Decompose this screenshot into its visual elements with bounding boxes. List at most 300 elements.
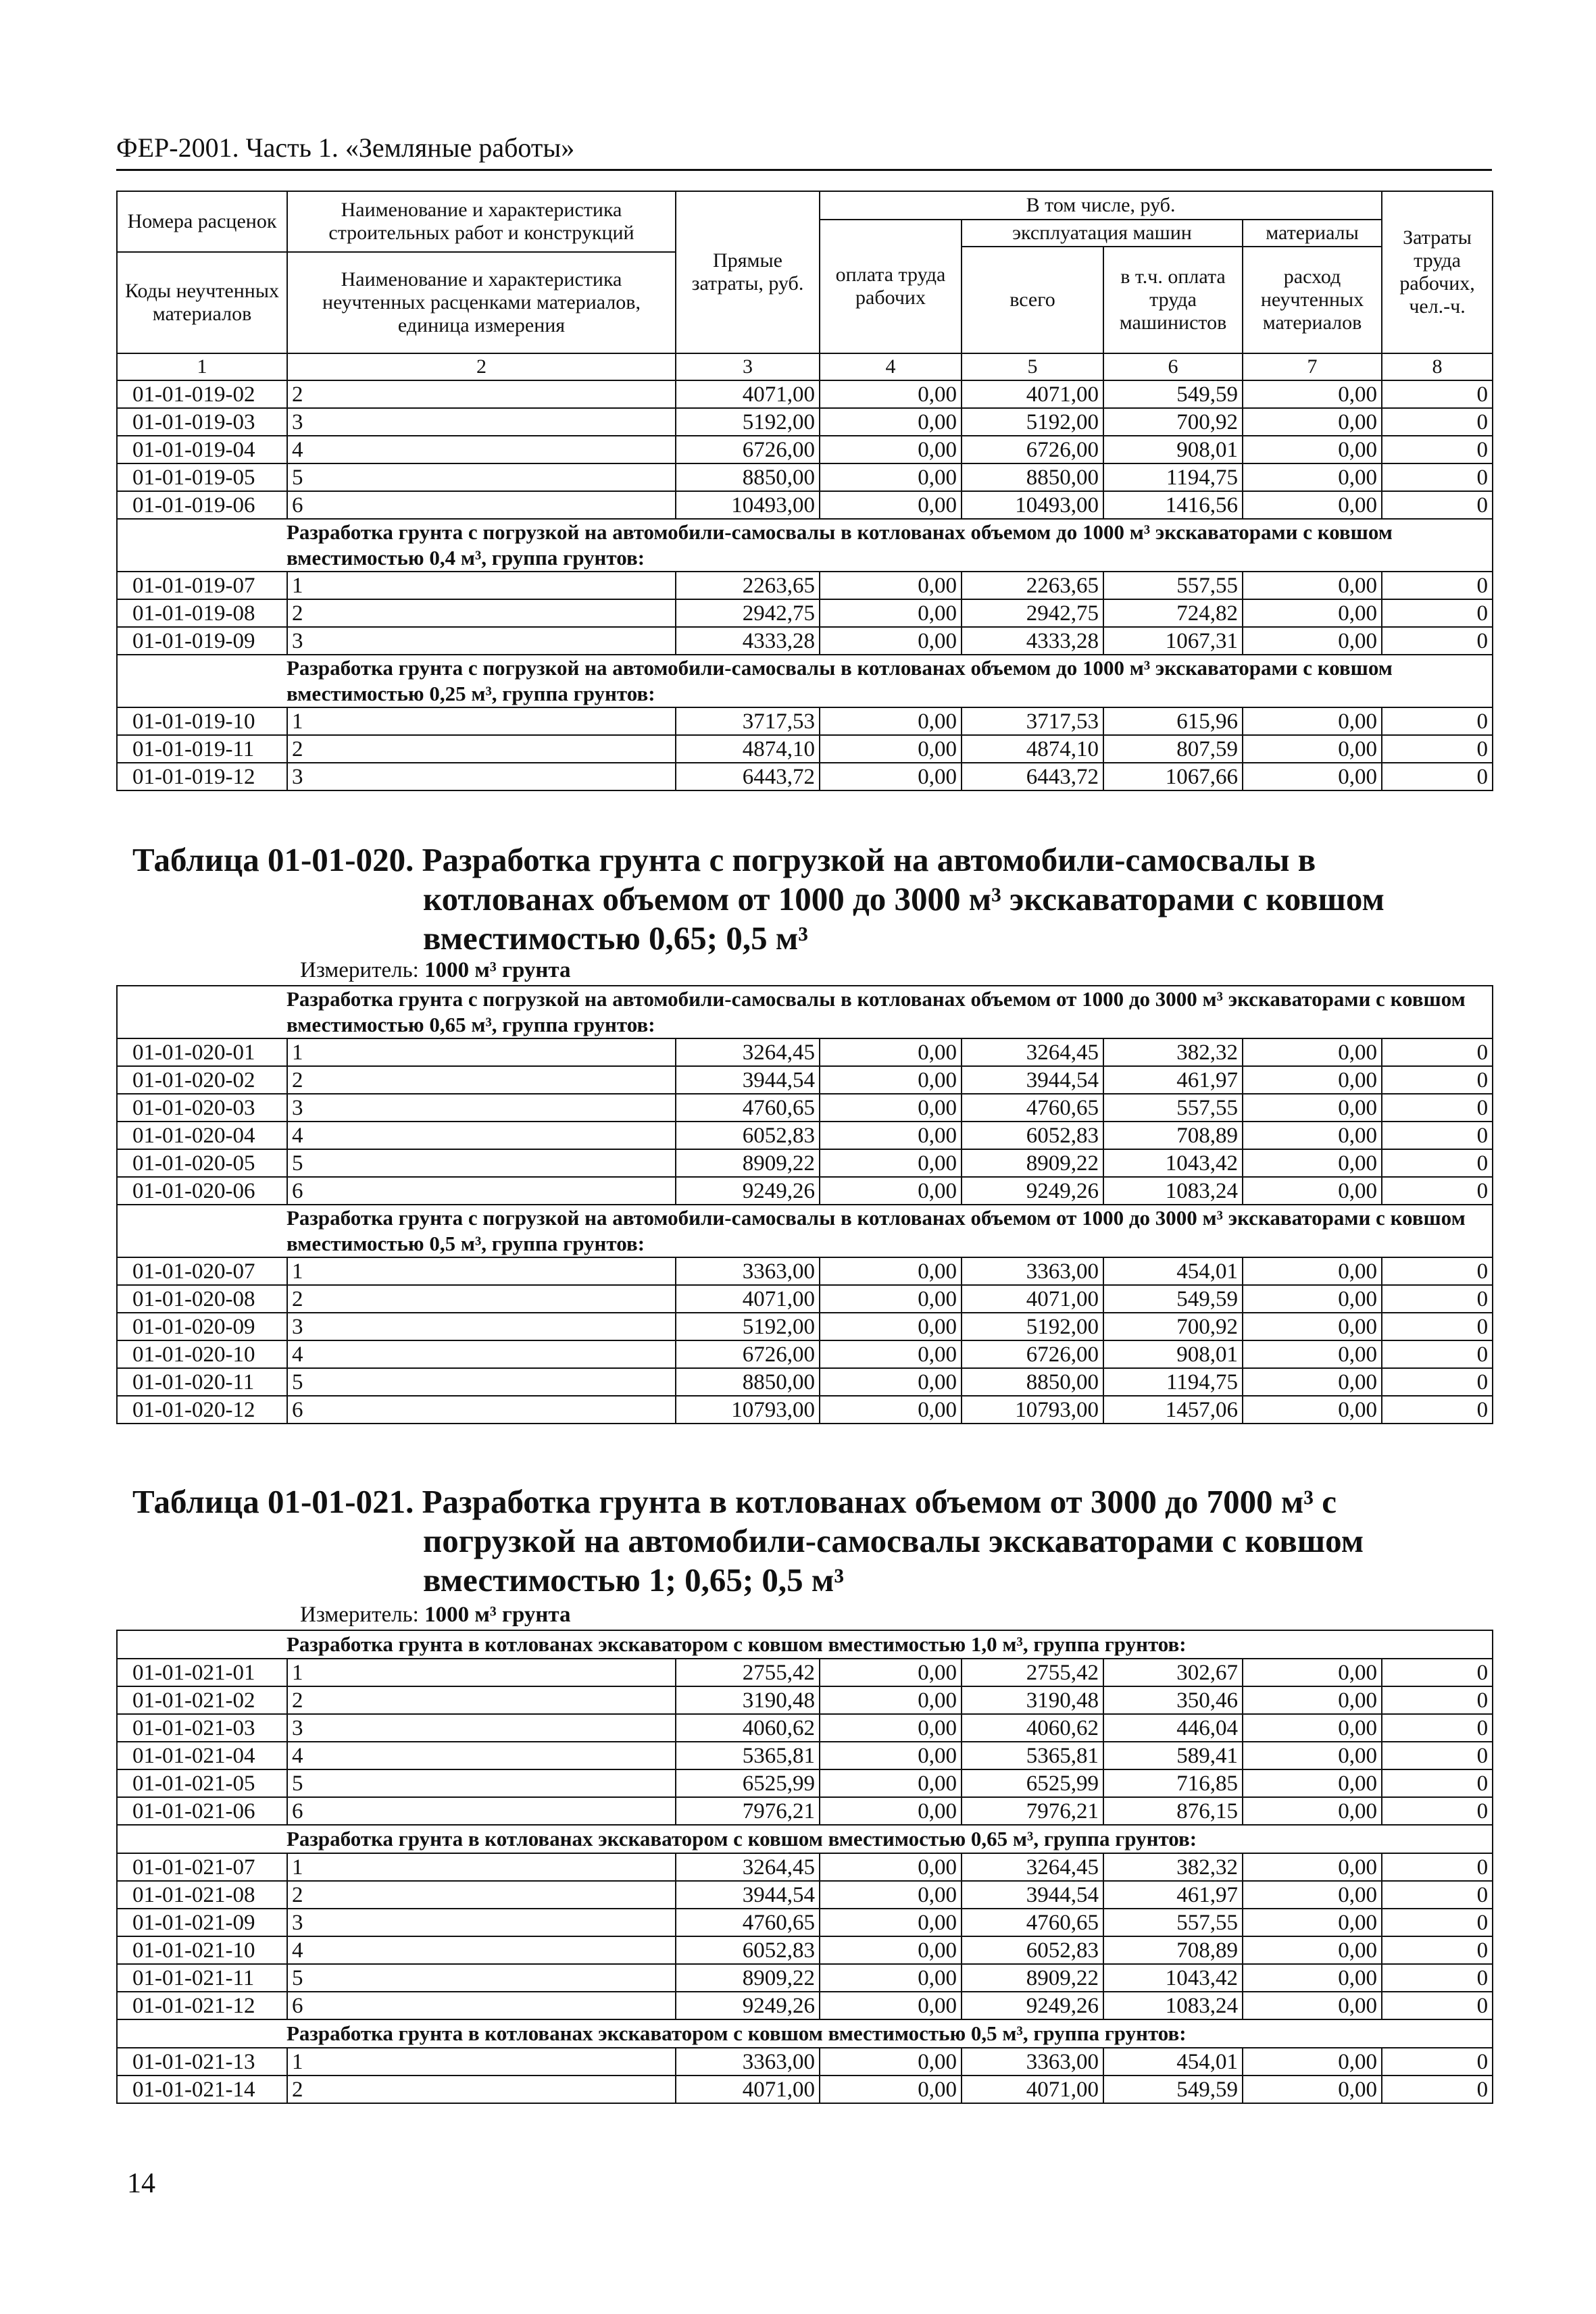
- worker-pay: 0,00: [820, 1396, 962, 1424]
- column-number: 6: [1103, 353, 1243, 380]
- worker-pay: 0,00: [820, 1742, 962, 1769]
- worker-pay: 0,00: [820, 436, 962, 463]
- column-number: 2: [287, 353, 676, 380]
- labor-costs: 0: [1382, 763, 1493, 790]
- material-usage: 0,00: [1243, 1797, 1382, 1825]
- page-number: 14: [127, 2168, 155, 2199]
- direct-costs: 9249,26: [676, 1992, 820, 2019]
- operator-pay: 461,97: [1103, 1881, 1243, 1909]
- column-number: 7: [1243, 353, 1382, 380]
- worker-pay: 0,00: [820, 1992, 962, 2019]
- table-row: [117, 763, 1493, 790]
- machines-total: 7976,21: [962, 1797, 1103, 1825]
- labor-costs: 0: [1382, 380, 1493, 408]
- column-number: 3: [676, 353, 820, 380]
- worker-pay: 0,00: [820, 408, 962, 436]
- labor-costs: 0: [1382, 1881, 1493, 1909]
- machines-total: 3717,53: [962, 707, 1103, 735]
- variant-index: 6: [287, 1396, 676, 1424]
- machines-total: 2263,65: [962, 572, 1103, 599]
- direct-costs: 6052,83: [676, 1936, 820, 1964]
- direct-costs: 7976,21: [676, 1797, 820, 1825]
- table-row: [117, 436, 1493, 463]
- worker-pay: 0,00: [820, 491, 962, 519]
- worker-pay: 0,00: [820, 1936, 962, 1964]
- direct-costs: 8850,00: [676, 463, 820, 491]
- table-021-measure: [300, 1603, 571, 1627]
- rate-code: 01-01-021-01: [117, 1659, 287, 1686]
- operator-pay: 1067,66: [1103, 763, 1243, 790]
- column-number: 1: [117, 353, 287, 380]
- machines-total: 3264,45: [962, 1853, 1103, 1881]
- rate-code: 01-01-020-08: [117, 1285, 287, 1313]
- direct-costs: 6726,00: [676, 436, 820, 463]
- material-usage: 0,00: [1243, 1122, 1382, 1149]
- material-usage: 0,00: [1243, 1038, 1382, 1066]
- section-heading: Разработка грунта в котлованах экскаватором с ковшом вместимостью 0,65 м³, группа грунтов:: [117, 1825, 1493, 1853]
- table-row: [117, 1177, 1493, 1205]
- material-usage: 0,00: [1243, 1769, 1382, 1797]
- operator-pay: 708,89: [1103, 1122, 1243, 1149]
- table-row: [117, 1368, 1493, 1396]
- variant-index: 6: [287, 1177, 676, 1205]
- material-usage: 0,00: [1243, 1881, 1382, 1909]
- material-usage: 0,00: [1243, 380, 1382, 408]
- operator-pay: 908,01: [1103, 1340, 1243, 1368]
- header-including: В том числе, руб.: [820, 191, 1382, 220]
- worker-pay: 0,00: [820, 1797, 962, 1825]
- operator-pay: 1067,31: [1103, 627, 1243, 655]
- header-labor-costs: Затраты труда рабочих, чел.-ч.: [1382, 191, 1493, 353]
- direct-costs: 3717,53: [676, 707, 820, 735]
- labor-costs: 0: [1382, 599, 1493, 627]
- table-020-measure: [300, 958, 571, 982]
- variant-index: 5: [287, 463, 676, 491]
- labor-costs: 0: [1382, 627, 1493, 655]
- header-operator-pay: в т.ч. оплата труда машинистов: [1103, 247, 1243, 353]
- operator-pay: 700,92: [1103, 1313, 1243, 1340]
- machines-total: 6726,00: [962, 436, 1103, 463]
- table-row: [117, 1257, 1493, 1285]
- machines-total: 4071,00: [962, 380, 1103, 408]
- labor-costs: 0: [1382, 1368, 1493, 1396]
- table-row: [117, 1066, 1493, 1094]
- labor-costs: 0: [1382, 1964, 1493, 1992]
- machines-total: 3264,45: [962, 1038, 1103, 1066]
- table-row: [117, 572, 1493, 599]
- labor-costs: 0: [1382, 1038, 1493, 1066]
- column-number: 5: [962, 353, 1103, 380]
- labor-costs: 0: [1382, 1313, 1493, 1340]
- rates-table-019: [116, 191, 1493, 791]
- operator-pay: 549,59: [1103, 380, 1243, 408]
- worker-pay: 0,00: [820, 627, 962, 655]
- table-row: [117, 1964, 1493, 1992]
- table-row: [117, 1686, 1493, 1714]
- operator-pay: 807,59: [1103, 735, 1243, 763]
- table-row: [117, 707, 1493, 735]
- labor-costs: 0: [1382, 1177, 1493, 1205]
- labor-costs: 0: [1382, 1066, 1493, 1094]
- labor-costs: 0: [1382, 735, 1493, 763]
- machines-total: 3363,00: [962, 1257, 1103, 1285]
- worker-pay: 0,00: [820, 1340, 962, 1368]
- variant-index: 5: [287, 1149, 676, 1177]
- material-usage: 0,00: [1243, 408, 1382, 436]
- section-heading: Разработка грунта в котлованах экскаватором с ковшом вместимостью 0,5 м³, группа грунтов:: [117, 2019, 1493, 2048]
- table-body: [117, 2048, 1493, 2103]
- worker-pay: 0,00: [820, 599, 962, 627]
- rate-code: 01-01-021-08: [117, 1881, 287, 1909]
- worker-pay: 0,00: [820, 763, 962, 790]
- rate-code: 01-01-021-05: [117, 1769, 287, 1797]
- machines-total: 4071,00: [962, 1285, 1103, 1313]
- labor-costs: 0: [1382, 572, 1493, 599]
- labor-costs: 0: [1382, 1909, 1493, 1936]
- section-heading: Разработка грунта с погрузкой на автомобили-самосвалы в котлованах объемом от 1000 до 3000 м³ экскаваторами с ковшом вместимостью 0,5 м³, группа грунтов:: [117, 1205, 1493, 1257]
- rate-code: 01-01-020-01: [117, 1038, 287, 1066]
- machines-total: 3944,54: [962, 1881, 1103, 1909]
- direct-costs: 9249,26: [676, 1177, 820, 1205]
- labor-costs: 0: [1382, 463, 1493, 491]
- machines-total: 4760,65: [962, 1094, 1103, 1122]
- worker-pay: 0,00: [820, 463, 962, 491]
- table-body: [117, 572, 1493, 655]
- variant-index: 4: [287, 1742, 676, 1769]
- operator-pay: 549,59: [1103, 1285, 1243, 1313]
- operator-pay: 557,55: [1103, 1094, 1243, 1122]
- machines-total: 6052,83: [962, 1122, 1103, 1149]
- rate-code: 01-01-020-12: [117, 1396, 287, 1424]
- material-usage: 0,00: [1243, 1257, 1382, 1285]
- variant-index: 1: [287, 572, 676, 599]
- direct-costs: 4333,28: [676, 627, 820, 655]
- worker-pay: 0,00: [820, 572, 962, 599]
- header-work-name: Наименование и характеристика строительных работ и конструкций: [287, 191, 676, 252]
- variant-index: 4: [287, 1340, 676, 1368]
- table-section: [117, 1825, 1493, 1853]
- operator-pay: 557,55: [1103, 572, 1243, 599]
- table-body: [117, 1257, 1493, 1424]
- variant-index: 5: [287, 1769, 676, 1797]
- table-section: [117, 1205, 1493, 1257]
- section-heading: Разработка грунта в котлованах экскаватором с ковшом вместимостью 1,0 м³, группа грунтов:: [117, 1630, 1493, 1659]
- labor-costs: 0: [1382, 1396, 1493, 1424]
- direct-costs: 5192,00: [676, 408, 820, 436]
- table-row: [117, 1313, 1493, 1340]
- section-heading-row: [117, 655, 1493, 707]
- labor-costs: 0: [1382, 1853, 1493, 1881]
- operator-pay: 700,92: [1103, 408, 1243, 436]
- variant-index: 1: [287, 2048, 676, 2076]
- worker-pay: 0,00: [820, 1285, 962, 1313]
- material-usage: 0,00: [1243, 1340, 1382, 1368]
- header-rate-number: Номера расценок: [117, 191, 287, 252]
- operator-pay: 1194,75: [1103, 1368, 1243, 1396]
- variant-index: 6: [287, 1992, 676, 2019]
- labor-costs: 0: [1382, 1285, 1493, 1313]
- direct-costs: 2755,42: [676, 1659, 820, 1686]
- header-material-name: Наименование и характеристика неучтенных расценками материалов, единица измерения: [287, 252, 676, 353]
- table-row: [117, 1909, 1493, 1936]
- table-body: [117, 707, 1493, 790]
- worker-pay: 0,00: [820, 1659, 962, 1686]
- rate-code: 01-01-019-05: [117, 463, 287, 491]
- rate-code: 01-01-021-12: [117, 1992, 287, 2019]
- table-row: [117, 491, 1493, 519]
- direct-costs: 3944,54: [676, 1066, 820, 1094]
- variant-index: 2: [287, 1285, 676, 1313]
- table-021-title: [132, 1482, 1491, 1600]
- variant-index: 1: [287, 1038, 676, 1066]
- column-number: 8: [1382, 353, 1493, 380]
- table-row: [117, 408, 1493, 436]
- direct-costs: 2263,65: [676, 572, 820, 599]
- material-usage: 0,00: [1243, 1066, 1382, 1094]
- machines-total: 8850,00: [962, 1368, 1103, 1396]
- variant-index: 3: [287, 763, 676, 790]
- machines-total: 9249,26: [962, 1992, 1103, 2019]
- table-row: [117, 380, 1493, 408]
- variant-index: 6: [287, 1797, 676, 1825]
- direct-costs: 5192,00: [676, 1313, 820, 1340]
- operator-pay: 382,32: [1103, 1853, 1243, 1881]
- operator-pay: 461,97: [1103, 1066, 1243, 1094]
- rate-code: 01-01-020-11: [117, 1368, 287, 1396]
- operator-pay: 1043,42: [1103, 1964, 1243, 1992]
- rate-code: 01-01-021-02: [117, 1686, 287, 1714]
- material-usage: 0,00: [1243, 1285, 1382, 1313]
- variant-index: 3: [287, 408, 676, 436]
- labor-costs: 0: [1382, 707, 1493, 735]
- worker-pay: 0,00: [820, 1881, 962, 1909]
- worker-pay: 0,00: [820, 1313, 962, 1340]
- worker-pay: 0,00: [820, 1909, 962, 1936]
- document-title: ФЕР-2001. Часть 1. «Земляные работы»: [116, 132, 575, 163]
- section-heading-row: [117, 1205, 1493, 1257]
- labor-costs: 0: [1382, 1686, 1493, 1714]
- table-section: [117, 986, 1493, 1038]
- labor-costs: 0: [1382, 1122, 1493, 1149]
- machines-total: 10793,00: [962, 1396, 1103, 1424]
- operator-pay: 615,96: [1103, 707, 1243, 735]
- material-usage: 0,00: [1243, 599, 1382, 627]
- machines-total: 4760,65: [962, 1909, 1103, 1936]
- material-usage: 0,00: [1243, 1964, 1382, 1992]
- rate-code: 01-01-020-07: [117, 1257, 287, 1285]
- direct-costs: 6726,00: [676, 1340, 820, 1368]
- rate-code: 01-01-019-06: [117, 491, 287, 519]
- variant-index: 5: [287, 1368, 676, 1396]
- section-heading: Разработка грунта с погрузкой на автомобили-самосвалы в котлованах объемом от 1000 до 3000 м³ экскаваторами с ковшом вместимостью 0,65 м³, группа грунтов:: [117, 986, 1493, 1038]
- header-worker-pay: оплата труда рабочих: [820, 220, 962, 353]
- variant-index: 4: [287, 1122, 676, 1149]
- table-row: [117, 1396, 1493, 1424]
- header-machine-operation: эксплуатация машин: [962, 220, 1243, 247]
- variant-index: 2: [287, 2076, 676, 2103]
- worker-pay: 0,00: [820, 2076, 962, 2103]
- table-row: [117, 1797, 1493, 1825]
- variant-index: 1: [287, 707, 676, 735]
- rate-code: 01-01-021-07: [117, 1853, 287, 1881]
- operator-pay: 557,55: [1103, 1909, 1243, 1936]
- rate-code: 01-01-019-08: [117, 599, 287, 627]
- table-row: [117, 599, 1493, 627]
- labor-costs: 0: [1382, 1936, 1493, 1964]
- material-usage: 0,00: [1243, 707, 1382, 735]
- operator-pay: 454,01: [1103, 2048, 1243, 2076]
- table-row: [117, 1769, 1493, 1797]
- worker-pay: 0,00: [820, 2048, 962, 2076]
- machines-total: 6052,83: [962, 1936, 1103, 1964]
- material-usage: 0,00: [1243, 763, 1382, 790]
- section-heading: Разработка грунта с погрузкой на автомобили-самосвалы в котлованах объемом до 1000 м³ экскаваторами с ковшом вместимостью 0,25 м³, группа грунтов:: [117, 655, 1493, 707]
- machines-total: 8909,22: [962, 1964, 1103, 1992]
- table-row: [117, 1149, 1493, 1177]
- material-usage: 0,00: [1243, 1149, 1382, 1177]
- rate-code: 01-01-019-12: [117, 763, 287, 790]
- material-usage: 0,00: [1243, 735, 1382, 763]
- direct-costs: 8909,22: [676, 1964, 820, 1992]
- rate-code: 01-01-020-05: [117, 1149, 287, 1177]
- labor-costs: 0: [1382, 1257, 1493, 1285]
- header-materials: материалы: [1243, 220, 1382, 247]
- rate-code: 01-01-019-02: [117, 380, 287, 408]
- section-heading-row: [117, 1630, 1493, 1659]
- rate-code: 01-01-021-11: [117, 1964, 287, 1992]
- machines-total: 8909,22: [962, 1149, 1103, 1177]
- header-material-codes: Коды неучтенных материалов: [117, 252, 287, 353]
- table-row: [117, 1285, 1493, 1313]
- direct-costs: 3264,45: [676, 1038, 820, 1066]
- machines-total: 4060,62: [962, 1714, 1103, 1742]
- table-020-title-lead: Таблица 01-01-020. Разработка грунта с погрузкой на автомобили-самосвалы в: [132, 841, 1316, 878]
- table-row: [117, 1038, 1493, 1066]
- material-usage: 0,00: [1243, 1368, 1382, 1396]
- direct-costs: 3264,45: [676, 1853, 820, 1881]
- table-021-title-rest: погрузкой на автомобили-самосвалы экскаваторами с ковшом вместимостью 1; 0,65; 0,5 м³: [423, 1522, 1364, 1599]
- machines-total: 3190,48: [962, 1686, 1103, 1714]
- rate-code: 01-01-021-14: [117, 2076, 287, 2103]
- material-usage: 0,00: [1243, 1909, 1382, 1936]
- direct-costs: 10793,00: [676, 1396, 820, 1424]
- rate-code: 01-01-021-13: [117, 2048, 287, 2076]
- material-usage: 0,00: [1243, 1992, 1382, 2019]
- header-direct-costs: Прямые затраты, руб.: [676, 191, 820, 353]
- table-row: [117, 463, 1493, 491]
- material-usage: 0,00: [1243, 1686, 1382, 1714]
- variant-index: 2: [287, 599, 676, 627]
- material-usage: 0,00: [1243, 463, 1382, 491]
- operator-pay: 876,15: [1103, 1797, 1243, 1825]
- measure-label: Измеритель:: [300, 958, 419, 982]
- rate-code: 01-01-021-09: [117, 1909, 287, 1936]
- machines-total: 5365,81: [962, 1742, 1103, 1769]
- rate-code: 01-01-019-10: [117, 707, 287, 735]
- worker-pay: 0,00: [820, 1122, 962, 1149]
- header-rule: [116, 169, 1492, 171]
- rate-code: 01-01-019-09: [117, 627, 287, 655]
- worker-pay: 0,00: [820, 1368, 962, 1396]
- table-020-title-rest: котлованах объемом от 1000 до 3000 м³ экскаваторами с ковшом вместимостью 0,65; 0,5 м³: [423, 880, 1385, 957]
- labor-costs: 0: [1382, 491, 1493, 519]
- operator-pay: 549,59: [1103, 2076, 1243, 2103]
- rates-table-021: [116, 1630, 1493, 2104]
- material-usage: 0,00: [1243, 2048, 1382, 2076]
- table-row: [117, 1714, 1493, 1742]
- variant-index: 2: [287, 1066, 676, 1094]
- section-heading-row: [117, 2019, 1493, 2048]
- operator-pay: 1416,56: [1103, 491, 1243, 519]
- direct-costs: 4071,00: [676, 380, 820, 408]
- table-row: [117, 1992, 1493, 2019]
- table-row: [117, 2048, 1493, 2076]
- variant-index: 4: [287, 436, 676, 463]
- table-row: [117, 1094, 1493, 1122]
- material-usage: 0,00: [1243, 1853, 1382, 1881]
- direct-costs: 6052,83: [676, 1122, 820, 1149]
- material-usage: 0,00: [1243, 1177, 1382, 1205]
- variant-index: 3: [287, 1094, 676, 1122]
- direct-costs: 6525,99: [676, 1769, 820, 1797]
- worker-pay: 0,00: [820, 1177, 962, 1205]
- table-row: [117, 735, 1493, 763]
- variant-index: 3: [287, 1714, 676, 1742]
- machines-total: 3363,00: [962, 2048, 1103, 2076]
- rate-code: 01-01-019-04: [117, 436, 287, 463]
- table-021-title-lead: Таблица 01-01-021. Разработка грунта в котлованах объемом от 3000 до 7000 м³ с: [132, 1483, 1337, 1520]
- table-section: [117, 1630, 1493, 1659]
- worker-pay: 0,00: [820, 1038, 962, 1066]
- header-machines-total: всего: [962, 247, 1103, 353]
- table-row: [117, 1853, 1493, 1881]
- direct-costs: 3363,00: [676, 1257, 820, 1285]
- rates-table-020: [116, 985, 1493, 1424]
- labor-costs: 0: [1382, 408, 1493, 436]
- table-row: [117, 1936, 1493, 1964]
- rate-code: 01-01-019-03: [117, 408, 287, 436]
- operator-pay: 716,85: [1103, 1769, 1243, 1797]
- table-row: [117, 1881, 1493, 1909]
- operator-pay: 1457,06: [1103, 1396, 1243, 1424]
- labor-costs: 0: [1382, 1769, 1493, 1797]
- column-numbers-row: [117, 353, 1493, 380]
- material-usage: 0,00: [1243, 1659, 1382, 1686]
- measure-label: Измеритель:: [300, 1603, 419, 1627]
- operator-pay: 1043,42: [1103, 1149, 1243, 1177]
- table-row: [117, 1122, 1493, 1149]
- rate-code: 01-01-021-03: [117, 1714, 287, 1742]
- table-row: [117, 1742, 1493, 1769]
- material-usage: 0,00: [1243, 436, 1382, 463]
- operator-pay: 454,01: [1103, 1257, 1243, 1285]
- material-usage: 0,00: [1243, 491, 1382, 519]
- variant-index: 3: [287, 627, 676, 655]
- measure-value: 1000 м³ грунта: [424, 958, 571, 982]
- direct-costs: 6443,72: [676, 763, 820, 790]
- labor-costs: 0: [1382, 2076, 1493, 2103]
- machines-total: 4333,28: [962, 627, 1103, 655]
- table-row: [117, 1659, 1493, 1686]
- variant-index: 2: [287, 380, 676, 408]
- rate-code: 01-01-021-10: [117, 1936, 287, 1964]
- operator-pay: 708,89: [1103, 1936, 1243, 1964]
- operator-pay: 908,01: [1103, 436, 1243, 463]
- variant-index: 3: [287, 1313, 676, 1340]
- table-body: [117, 380, 1493, 519]
- worker-pay: 0,00: [820, 1149, 962, 1177]
- rate-code: 01-01-020-10: [117, 1340, 287, 1368]
